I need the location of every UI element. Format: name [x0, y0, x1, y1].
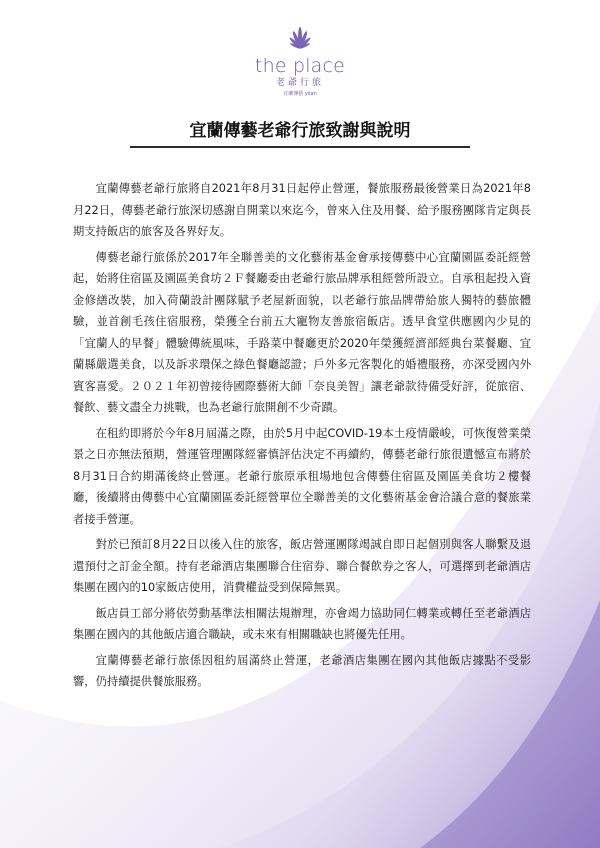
paragraph-reservations: 對於已預訂8月22日以後入住的旅客，飯店營運團隊竭誠自即日起個別與客人聯繫及退還預付之訂金全額。持有老爺酒店集團聯合住宿券、聯合餐飲券之客人，可選擇到老爺酒店集團在國內的10家飯店使用，消費權益受到保障無異。: [73, 538, 531, 594]
paragraph-employees: 飯店員工部分將依勞動基準法相關法規辦理，亦會竭力協助同仁轉業或轉任至老爺酒店集團在國內的其他飯店適合職缺，或未來有相關職缺也將優先任用。: [73, 606, 531, 641]
paragraph-lease-end: 在租約即將於今年8月屆滿之際，由於5月中起COVID-19本土疫情嚴峻，可恢復營業榮景之日亦無法預期，營運管理團隊經審慎評估決定不再續約，傳藝老爺行旅很遺憾宣布將於8月31日合約期滿後終止營運。老爺行旅原承租場地包含傳藝住宿區及園區美食坊２樓餐廳，後續將由傳藝中心宜蘭園區委託經營單位全聯善美的文化藝術基金會洽議合意的餐旅業者接手營運。: [73, 426, 531, 526]
brand-name: the place: [254, 55, 346, 77]
title-underline: [130, 146, 470, 148]
paragraph-other-hotels: 宜蘭傳藝老爺行旅係因租約屆滿終止營運，老爺酒店集團在國內其他飯店據點不受影響，仍持續提供餐旅服務。: [73, 653, 531, 688]
document-title: 宜蘭傳藝老爺行旅致謝與說明: [189, 121, 411, 141]
lotus-icon: [280, 24, 320, 54]
document-body: [73, 178, 531, 697]
paragraph-closure-notice: 宜蘭傳藝老爺行旅將自2021年8月31日起停止營運，餐旅服務最後營業日為2021年8月22日，傳藝老爺行旅深切感謝自開業以來迄今，曾來入住及用餐、給予服務團隊肯定與長期支持飯店的旅客及各界好友。: [73, 182, 531, 238]
brand-logo: [0, 24, 600, 98]
brand-tagline: 宜蘭傳藝 yilan: [283, 91, 317, 97]
brand-chinese-name: 老爺行旅: [275, 78, 324, 88]
paragraph-history: 傳藝老爺行旅係於2017年全聯善美的文化藝術基金會承接傳藝中心宜蘭園區委託經營起，始將住宿區及園區美食坊２Ｆ餐廳委由老爺行旅品牌承租經營所設立。自承租起投入資金修繕改裝，加入荷蘭設計團隊賦予老屋新面貌，以老爺行旅品牌帶給旅人獨特的藝旅體驗，並首創毛孩住宿服務，榮獲全台前五大寵物友善旅宿飯店。透早食堂供應國內少見的「宜蘭人的早餐」體驗傳統風味，手路菜中餐廳更於2020年榮獲經濟部經典台菜餐廳、宜蘭縣嚴選美食，以及訴求環保之綠色餐廳認證；戶外多元客製化的婚禮服務，亦深受國內外賓客喜愛。２０２１年初曾接待國際藝術大師「奈良美智」讓老爺款待備受好評，從旅宿、餐飲、藝文盡全力挑戰，也為老爺行旅開創不少奇蹟。: [73, 250, 531, 414]
